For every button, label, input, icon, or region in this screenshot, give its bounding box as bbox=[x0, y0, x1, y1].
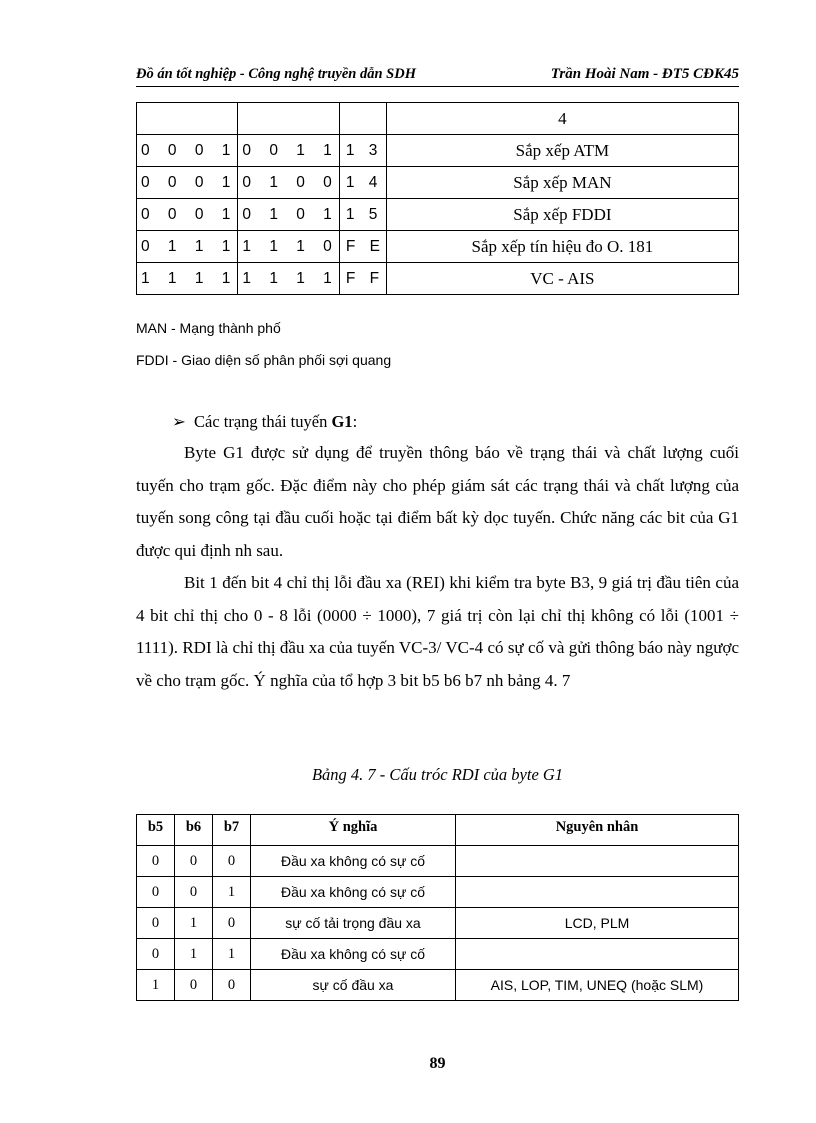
table-cell: 1 bbox=[175, 908, 213, 939]
table-cell: LCD, PLM bbox=[456, 908, 739, 939]
table-cell: 1 bbox=[213, 877, 251, 908]
table-cell: 0 bbox=[137, 939, 175, 970]
table-cell-bits1 bbox=[137, 103, 238, 135]
table-row bbox=[137, 135, 739, 167]
header-left: Đồ án tốt nghiệp - Công nghệ truyền dẫn SDH bbox=[136, 66, 416, 82]
table-cell bbox=[456, 846, 739, 877]
table-cell-bits2: 1 1 1 1 bbox=[238, 263, 339, 295]
table-cell-hex: 1 5 bbox=[339, 199, 386, 231]
table-cell-desc: VC - AIS bbox=[386, 263, 738, 295]
table-cell: 0 bbox=[213, 970, 251, 1001]
page-number: 89 bbox=[429, 1055, 446, 1072]
table-row bbox=[137, 970, 739, 1001]
column-header: b5 bbox=[137, 815, 175, 846]
table-cell-hex bbox=[339, 103, 386, 135]
table-row bbox=[137, 877, 739, 908]
table-cell: 0 bbox=[175, 877, 213, 908]
table-cell: 1 bbox=[137, 970, 175, 1001]
table-cell: 0 bbox=[175, 970, 213, 1001]
table-cell: sự cố đầu xa bbox=[251, 970, 456, 1001]
table-cell: 1 bbox=[175, 939, 213, 970]
section-title-bold: G1 bbox=[331, 412, 353, 431]
table-cell-desc: 4 bbox=[386, 103, 738, 135]
rdi-structure-table bbox=[136, 814, 739, 1001]
paragraph-2 bbox=[136, 567, 739, 697]
arrow-bullet-icon: ➢ bbox=[172, 412, 186, 431]
page-header bbox=[136, 64, 739, 87]
table-cell: Đầu xa không có sự cố bbox=[251, 846, 456, 877]
table-cell-desc: Sắp xếp MAN bbox=[386, 167, 738, 199]
table-cell-bits2: 0 1 0 0 bbox=[238, 167, 339, 199]
section-title-suffix: : bbox=[352, 412, 358, 431]
table-cell: sự cố tải trọng đầu xa bbox=[251, 908, 456, 939]
table-cell-hex: F F bbox=[339, 263, 386, 295]
table-cell-bits1: 1 1 1 1 bbox=[137, 263, 238, 295]
table-cell-desc: Sắp xếp tín hiệu đo O. 181 bbox=[386, 231, 738, 263]
table-row bbox=[137, 263, 739, 295]
table-cell-hex: F E bbox=[339, 231, 386, 263]
table-cell: 0 bbox=[137, 846, 175, 877]
table-cell-bits1: 0 0 0 1 bbox=[137, 199, 238, 231]
signal-label-table bbox=[136, 102, 739, 295]
table-cell: 0 bbox=[213, 908, 251, 939]
table-cell-hex: 1 3 bbox=[339, 135, 386, 167]
table-cell: 1 bbox=[213, 939, 251, 970]
table-row bbox=[137, 231, 739, 263]
header-right: Trần Hoài Nam - ĐT5 CĐK45 bbox=[550, 66, 739, 82]
section-title-prefix: Các trạng thái tuyến bbox=[194, 412, 332, 431]
column-header: b7 bbox=[213, 815, 251, 846]
table-row bbox=[137, 103, 739, 135]
table-cell bbox=[456, 939, 739, 970]
table-cell bbox=[456, 877, 739, 908]
table-cell-hex: 1 4 bbox=[339, 167, 386, 199]
table-cell-bits1: 0 0 0 1 bbox=[137, 135, 238, 167]
note-fddi: FDDI - Giao diện số phân phối sợi quang bbox=[136, 352, 392, 368]
table-row bbox=[137, 167, 739, 199]
table-cell-bits1: 0 1 1 1 bbox=[137, 231, 238, 263]
column-header: Ý nghĩa bbox=[251, 815, 456, 846]
table-row bbox=[137, 939, 739, 970]
table-cell: 0 bbox=[213, 846, 251, 877]
table-cell-bits2 bbox=[238, 103, 339, 135]
table-cell: 0 bbox=[175, 846, 213, 877]
table-cell-bits2: 0 1 0 1 bbox=[238, 199, 339, 231]
table-cell: Đầu xa không có sự cố bbox=[251, 877, 456, 908]
paragraph-1 bbox=[136, 437, 739, 567]
table-header-row bbox=[137, 815, 739, 846]
table-cell: 0 bbox=[137, 908, 175, 939]
paragraph-1-text: Byte G1 được sử dụng để truyền thông báo về trạng thái và chất lượng cuối tuyến cho trạm gốc. Đặc điểm này cho phép giám sát các trạng thái và chất lượng của tuyến song công tại đầu cuối hoặc tại điểm bất kỳ dọc tuyến. Chức năng các bit của G1 được qui định nh sau. bbox=[136, 443, 739, 560]
paragraph-2-text: Bit 1 đến bit 4 chỉ thị lỗi đầu xa (REI) khi kiểm tra byte B3, 9 giá trị đầu tiên của 4 bit chỉ thị cho 0 - 8 lỗi (0000 ÷ 1000), 7 giá trị còn lại chỉ thị không có lỗi (1001 ÷ 1111). RDI là chỉ thị đầu xa của tuyến VC-3/ VC-4 có sự cố và gửi thông báo này ngược về cho trạm gốc. Ý nghĩa của tổ hợp 3 bit b5 b6 b7 nh bảng 4. 7 bbox=[136, 573, 739, 690]
table-cell-bits2: 1 1 1 0 bbox=[238, 231, 339, 263]
column-header: Nguyên nhân bbox=[456, 815, 739, 846]
table-cell-desc: Sắp xếp FDDI bbox=[386, 199, 738, 231]
table-cell-bits1: 0 0 0 1 bbox=[137, 167, 238, 199]
table-cell: AIS, LOP, TIM, UNEQ (hoặc SLM) bbox=[456, 970, 739, 1001]
table-cell-desc: Sắp xếp ATM bbox=[386, 135, 738, 167]
table-row bbox=[137, 908, 739, 939]
table-row bbox=[137, 846, 739, 877]
table-cell-bits2: 0 0 1 1 bbox=[238, 135, 339, 167]
table-cell: Đầu xa không có sự cố bbox=[251, 939, 456, 970]
table-cell: 0 bbox=[137, 877, 175, 908]
table-row bbox=[137, 199, 739, 231]
table-caption: Bảng 4. 7 - Cấu tróc RDI của byte G1 bbox=[311, 765, 564, 784]
section-heading bbox=[172, 412, 357, 432]
column-header: b6 bbox=[175, 815, 213, 846]
note-man: MAN - Mạng thành phố bbox=[136, 320, 281, 336]
